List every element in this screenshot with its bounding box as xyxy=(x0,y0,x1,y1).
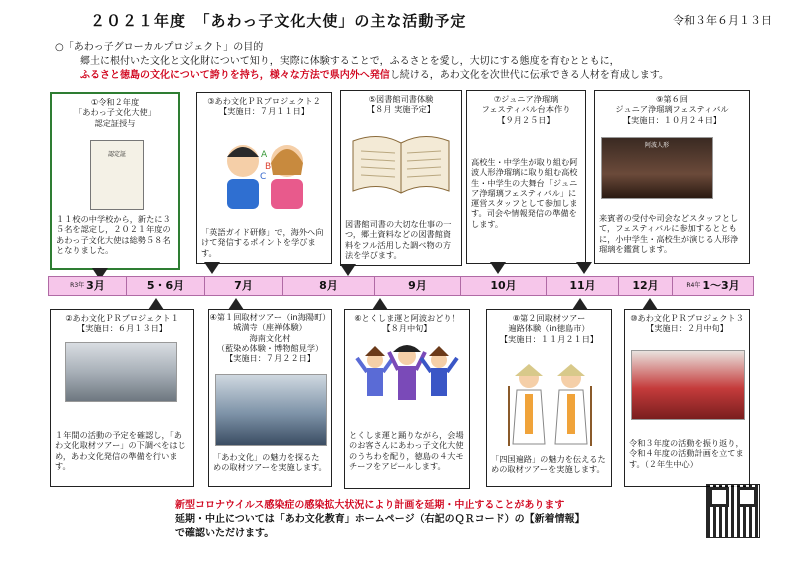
card-10-title: ⑩あわ文化ＰＲプロジェクト３ 【実施日：２月中旬】 xyxy=(630,313,744,334)
month-cell xyxy=(547,277,619,295)
card-5-title: ⑤図書館司書体験 【８月 実施予定】 xyxy=(366,94,436,115)
card-4-text: 「あわ文化」の魅力を探るための取材ツアーを実施します。 xyxy=(213,452,327,473)
month-label: 8月 xyxy=(319,279,338,292)
card-5-text: 図書館司書の大切な仕事の一つ，郷土資料などの図書館資料をフル活用した調べ物の方法を学びます。 xyxy=(345,219,452,260)
month-prefix: R4年 xyxy=(686,282,701,289)
card-4-title: ④第１回取材ツアー（in海陽町） 城満寺（座禅体験） 海南文化村 （藍染め体験・博物館見学） 【実施日：７月２２日】 xyxy=(209,312,331,363)
card-6-text: とくしま運と踊りながら，会場のお客さんにあわっ子文化大使のうちわを配り，徳島の４大モチーフをアピールします。 xyxy=(349,430,464,471)
card-4-tour-1 xyxy=(208,309,332,487)
month-prefix: R3年 xyxy=(70,282,85,289)
tour-photo xyxy=(215,374,327,446)
card-9-text: 来賓者の受付や司会などスタッフとして，フェスティバルに参加するとともに，小中学生・高校生が演じる人形浄瑠璃を鑑賞します。 xyxy=(599,213,739,254)
card-2-pr-project xyxy=(50,309,194,487)
month-cell xyxy=(127,277,205,295)
card-5-librarian xyxy=(340,90,462,266)
month-cell xyxy=(205,277,283,295)
festival-photo-label: 阿波人形 xyxy=(644,142,669,149)
card-1-text: １１校の中学校から，新たに３５名を認定し，２０２１年度のあわっ子文化大使は総勢５８名となりました。 xyxy=(56,214,171,255)
svg-text:C: C xyxy=(260,172,267,182)
month-label: 5・6月 xyxy=(146,279,185,292)
month-cell xyxy=(461,277,547,295)
card-7-text: 高校生・中学生が取り組む阿波人形浄瑠璃に取り組む高校生・中学生の大舞台「ジュニア浄瑠璃フェスティバル」に運営スタッフとして参加します。司会や情報発信の準備をします。 xyxy=(471,157,578,229)
card-8-tour-2 xyxy=(486,309,612,487)
svg-text:A: A xyxy=(261,150,268,160)
month-cell xyxy=(283,277,375,295)
card-8-title: ⑧第２回取材ツアー 遍路体験（in徳島市） 【実施日：１１月２１日】 xyxy=(499,313,599,344)
footer-line-2: で確認いただけます。 xyxy=(175,528,275,539)
card-10-pr-project-3 xyxy=(624,309,750,487)
purpose-line-2-rest: し続ける，あわ文化を次世代に伝承できる人材を育成します。 xyxy=(389,70,670,81)
card-3-text: 「英語ガイド研修」で，海外へ向けて発信するポイントを学びます。 xyxy=(201,227,324,258)
qr-code[interactable] xyxy=(706,484,760,538)
card-9-festival xyxy=(594,90,750,264)
month-label: 3月 xyxy=(86,279,105,292)
month-label: 1〜3月 xyxy=(702,279,740,292)
workshop-photo xyxy=(631,350,745,420)
card-3-english-guide xyxy=(196,92,332,264)
covid-notice: 新型コロナウイルス感染症の感染拡大状況により計画を延期・中止することがあります xyxy=(175,500,565,511)
month-cell xyxy=(49,277,127,295)
card-10-text: 令和３年度の活動を振り返り，令和４年度の活動計画を立てます。（２年生中心） xyxy=(629,438,744,469)
document-date: 令和３年６月１３日 xyxy=(673,14,772,27)
month-label: 9月 xyxy=(408,279,427,292)
english-guide-illustration xyxy=(215,131,315,211)
card-7-title: ⑦ジュニア浄瑠璃 フェスティバル台本作り 【９月２５日】 xyxy=(481,94,571,125)
month-label: 7月 xyxy=(234,279,253,292)
month-label: 11月 xyxy=(569,279,596,292)
certificate-label: 認定証 xyxy=(107,151,126,158)
month-cell xyxy=(619,277,673,295)
book-icon xyxy=(349,121,453,201)
page-title: ２０２１年度 「あわっ子文化大使」の主な活動予定 xyxy=(90,12,467,30)
pilgrims-illustration xyxy=(505,360,595,450)
card-2-text: １年間の活動の予定を確認し，「あわ文化取材ツアー」の下調べをはじめ，あわ文化発信の準備を行います。 xyxy=(55,430,186,471)
month-timeline xyxy=(48,276,754,296)
card-3-title: ③あわ文化ＰＲプロジェクト２ 【実施日：７月１１日】 xyxy=(207,96,321,117)
card-6-awa-odori xyxy=(344,309,470,489)
month-cell xyxy=(375,277,461,295)
card-9-pointer xyxy=(576,262,592,274)
card-2-title: ②あわ文化ＰＲプロジェクト１ 【実施日：６月１３日】 xyxy=(65,313,179,334)
purpose-heading: ○「あわっ子グローカルプロジェクト」の目的 xyxy=(55,42,264,53)
card-5-pointer xyxy=(340,264,356,276)
card-3-pointer xyxy=(204,262,220,274)
purpose-line-1: 郷土に根付いた文化と文化財について知り，実際に体験することで，ふるさとを愛し，大切にする態度を育むとともに， xyxy=(80,56,620,67)
card-9-title: ⑨第６回 ジュニア浄瑠璃フェスティバル 【実施日：１０月２４日】 xyxy=(615,94,729,125)
card-7-script xyxy=(466,90,586,264)
purpose-line-2 xyxy=(80,66,669,81)
card-1-certificate xyxy=(50,92,180,270)
dancers-illustration xyxy=(353,338,461,418)
card-7-pointer xyxy=(490,262,506,274)
month-label: 12月 xyxy=(632,279,659,292)
month-cell xyxy=(673,277,753,295)
festival-photo xyxy=(601,137,713,199)
certificate-image xyxy=(90,140,144,210)
card-8-text: 「四国遍路」の魅力を伝えるための取材ツアーを実施します。 xyxy=(491,454,606,475)
footer-line-1: 延期・中止については「あわ文化教育」ホームページ（右記のＱＲコード）の【新着情報】 xyxy=(175,514,585,525)
meeting-photo xyxy=(65,342,177,402)
svg-text:B: B xyxy=(265,162,272,172)
purpose-highlight: ふるさと徳島の文化について誇りを持ち，様々な方法で県内外へ発信 xyxy=(80,70,390,81)
month-label: 10月 xyxy=(490,279,517,292)
card-6-title: ⑥とくしま運と阿波おどり！ 【８月中旬】 xyxy=(354,313,460,334)
card-1-title: ①令和２年度 「あわっ子文化大使」 認定証授与 xyxy=(74,97,156,128)
